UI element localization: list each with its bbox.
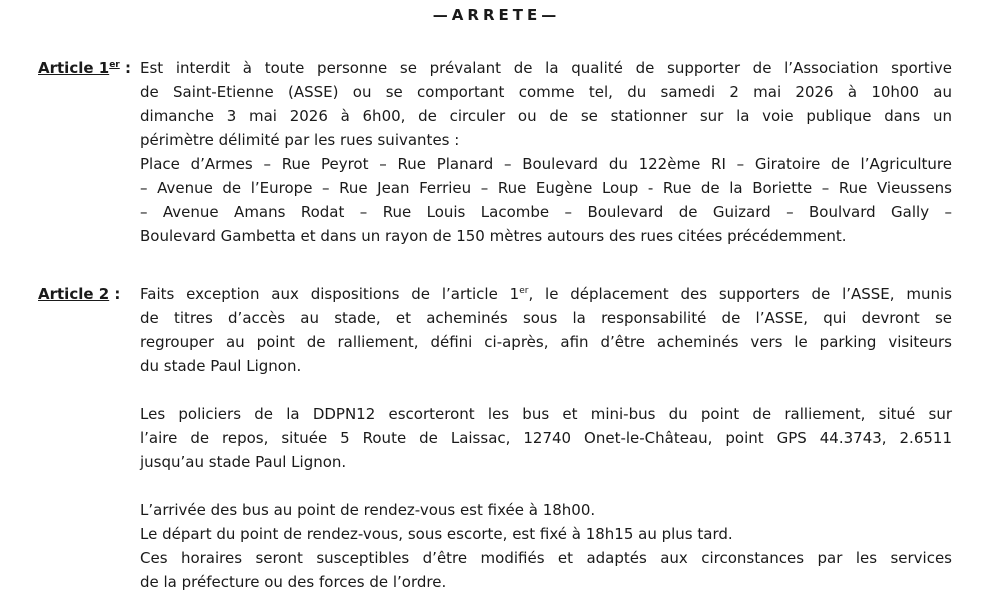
text-line: Le départ du point de rendez-vous, sous escorte, est fixé à 18h15 au plus tard. — [140, 525, 733, 543]
text-line: Est interdit à toute personne se prévalant de la qualité de supporter de l’Association sportive — [140, 59, 952, 77]
text-line: L’arrivée des bus au point de rendez-vous est fixée à 18h00. — [140, 501, 596, 519]
text-segment: , le déplacement des supporters de l’ASSE, munis — [528, 285, 952, 303]
text-line: du stade Paul Lignon. — [140, 357, 302, 375]
text-line: Ces horaires seront susceptibles d’être modifiés et adaptés aux circonstances par les services — [140, 549, 952, 567]
text-line: de la préfecture ou des forces de l’ordre. — [140, 573, 447, 591]
article-2-label — [38, 282, 120, 306]
article-1-paragraph — [140, 56, 952, 248]
text-line: de Saint-Etienne (ASSE) ou se comportant comme tel, du samedi 2 mai 2026 à 10h00 au — [140, 83, 952, 101]
text-line: l’aire de repos, située 5 Route de Laissac, 12740 Onet-le-Château, point GPS 44.3743, 2.6511 — [140, 429, 952, 447]
document-title: —ARRETE— — [432, 6, 561, 24]
article-1-body — [140, 56, 952, 248]
text-line — [140, 282, 952, 306]
text-line: Place d’Armes – Rue Peyrot – Rue Planard – Boulevard du 122ème RI – Giratoire de l’Agriculture — [140, 155, 952, 173]
article-2-label-text: Article 2 — [38, 285, 110, 303]
superscript: er — [519, 286, 529, 296]
article-2-label-colon: : — [109, 285, 121, 303]
article-1-label-sup: er — [109, 60, 120, 70]
text-segment: Faits exception aux dispositions de l’article 1 — [140, 285, 520, 303]
text-line: dimanche 3 mai 2026 à 6h00, de circuler ou de se stationner sur la voie publique dans un — [140, 107, 952, 125]
text-line: jusqu’au stade Paul Lignon. — [140, 453, 347, 471]
article-1-label-text: Article 1 — [38, 59, 110, 77]
text-line: Boulevard Gambetta et dans un rayon de 150 mètres autours des rues citées précédemment. — [140, 227, 847, 245]
article-2-paragraph-2 — [140, 402, 952, 474]
text-line: regrouper au point de ralliement, défini ci-après, afin d’être acheminés vers le parking visiteurs — [140, 333, 952, 351]
text-line: de titres d’accès au stade, et acheminés sous la responsabilité de l’ASSE, qui devront se — [140, 309, 952, 327]
text-line: périmètre délimité par les rues suivantes : — [140, 131, 460, 149]
text-line: – Avenue de l’Europe – Rue Jean Ferrieu – Rue Eugène Loup - Rue de la Boriette – Rue Vieussens — [140, 179, 952, 197]
text-line: – Avenue Amans Rodat – Rue Louis Lacombe – Boulevard de Guizard – Boulvard Gally – — [140, 203, 952, 221]
article-2-paragraph-1 — [140, 282, 952, 378]
text-line: Les policiers de la DDPN12 escorteront les bus et mini-bus du point de ralliement, situé sur — [140, 405, 952, 423]
article-1-label — [38, 56, 131, 80]
article-1-label-colon: : — [119, 59, 131, 77]
article-2-body — [140, 282, 952, 594]
article-2-paragraph-3 — [140, 498, 952, 594]
